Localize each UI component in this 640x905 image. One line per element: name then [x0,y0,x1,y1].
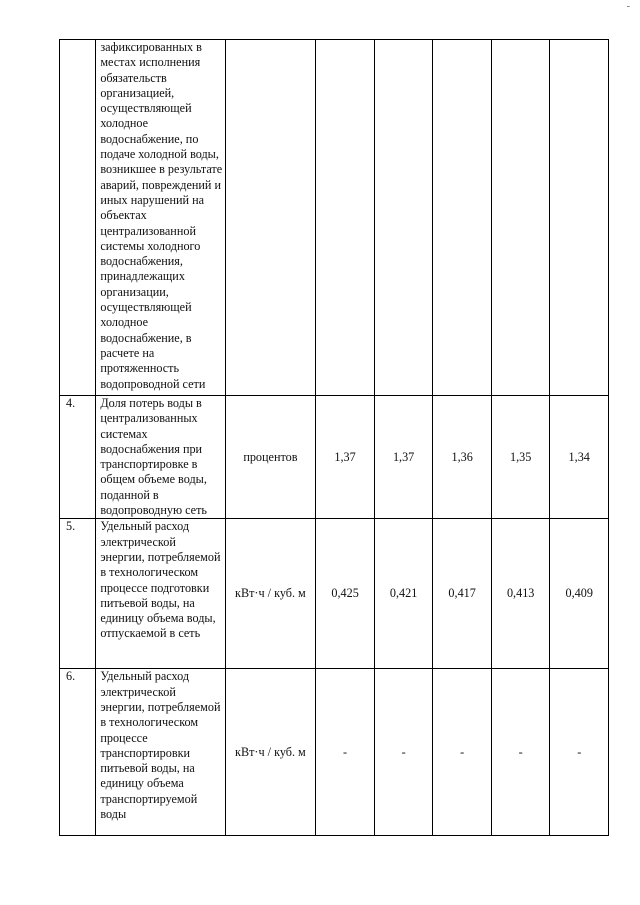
value-cell: - [433,669,492,836]
value-cell [550,40,609,396]
row-number [60,40,96,396]
value-cell: 0,409 [550,519,609,669]
table-row [60,40,609,396]
value-cell: 0,425 [316,519,375,669]
value-cell: 0,421 [374,519,433,669]
row-number: 5. [60,519,96,669]
value-cell [374,40,433,396]
unit-cell: процентов [225,396,316,519]
value-cell [433,40,492,396]
corner-mark: - [626,1,630,12]
unit-cell [225,40,316,396]
table-row [60,669,609,836]
row-number: 4. [60,396,96,519]
unit-cell: кВт·ч / куб. м [225,669,316,836]
value-cell: 1,37 [316,396,375,519]
value-cell [316,40,375,396]
value-cell: 0,417 [433,519,492,669]
indicators-table [59,39,609,836]
value-cell: - [316,669,375,836]
value-cell: 1,36 [433,396,492,519]
value-cell: - [491,669,550,836]
indicator-description: Доля потерь воды в централизованных системах водоснабжения при транспортировке в общем объеме воды, поданной в водопроводную сеть [96,396,225,519]
table-row [60,519,609,669]
value-cell: 1,37 [374,396,433,519]
value-cell [491,40,550,396]
value-cell: - [374,669,433,836]
table-row [60,396,609,519]
value-cell: 0,413 [491,519,550,669]
value-cell: - [550,669,609,836]
value-cell: 1,34 [550,396,609,519]
indicator-description: Удельный расход электрической энергии, потребляемой в технологическом процессе подготовки питьевой воды, на единицу объема воды, отпускаемой в сеть [96,519,225,669]
indicator-description: Удельный расход электрической энергии, потребляемой в технологическом процессе транспортировки питьевой воды, на единицу объема транспортируемой воды [96,669,225,836]
unit-cell: кВт·ч / куб. м [225,519,316,669]
row-number: 6. [60,669,96,836]
value-cell: 1,35 [491,396,550,519]
indicator-description: зафиксированных в местах исполнения обязательств организацией, осуществляющей холодное водоснабжение, по подаче холодной воды, возникшее в результате аварий, повреждений и иных нарушений на объектах централизованной системы холодного водоснабжения, принадлежащих организации, осуществляющей холодное водоснабжение, в расчете на протяженность водопроводной сети [96,40,225,396]
